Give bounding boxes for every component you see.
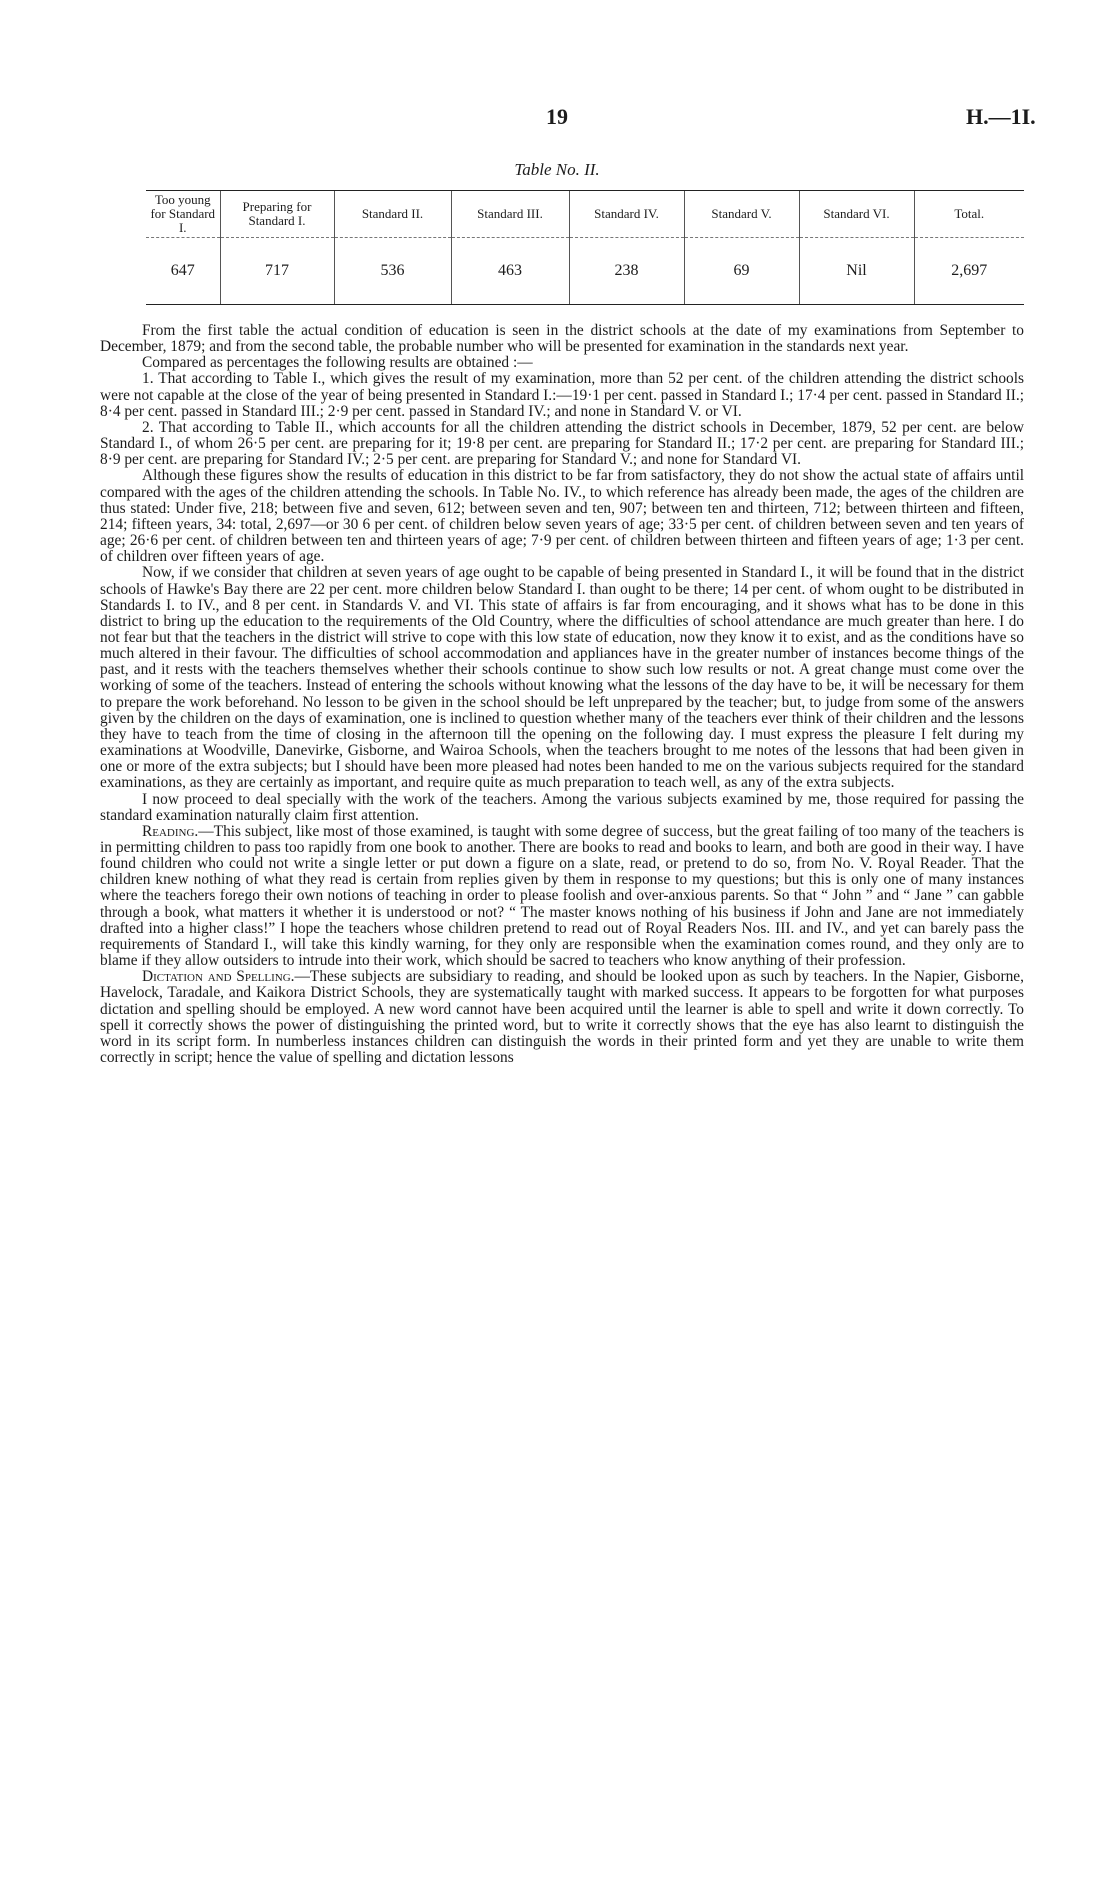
table-row bbox=[146, 238, 1024, 305]
table-cell: 647 bbox=[146, 238, 220, 305]
page-number: 19 bbox=[546, 104, 568, 129]
column-header: Standard IV. bbox=[569, 191, 684, 238]
table-header-row bbox=[146, 191, 1024, 238]
paragraph-reading bbox=[100, 824, 1024, 969]
table-cell: 536 bbox=[334, 238, 451, 305]
paragraph: I now proceed to deal specially with the work of the teachers. Among the various subjects examined by me, those required for passing the standard examination naturally claim first attention. bbox=[100, 790, 1024, 824]
table-cell: 238 bbox=[569, 238, 684, 305]
body-text bbox=[100, 323, 1024, 1066]
document-id: H.—1I. bbox=[966, 104, 1036, 129]
paragraph: Compared as percentages the following results are obtained :— bbox=[142, 354, 533, 372]
column-header: Standard III. bbox=[451, 191, 569, 238]
column-header: Preparing for Standard I. bbox=[220, 191, 334, 238]
paragraph: 1. That according to Table I., which gives the result of my examination, more than 52 per cent. of the children attending the district schools were not capable at the close of the year of being presented in Standard I.:—19·1 per cent. passed in Standard I.; 17·4 per cent. passed in Standard II.; 8·4 per cent. passed in Standard III.; 2·9 per cent. passed in Standard IV.; and none in Standard V. or VI. bbox=[100, 370, 1024, 420]
table-cell: 717 bbox=[220, 238, 334, 305]
column-header: Too young for Standard I. bbox=[146, 191, 220, 238]
paragraph-text: —This subject, like most of those examined, is taught with some degree of success, but the great failing of too many of the teachers is in permitting children to pass too rapidly from one book to another. There are books to read and books to learn, and both are good in their way. I have found children who could not write a single letter or put down a figure on a slate, read, or pretend to do so, from No. V. Royal Reader. That the children knew nothing of what they read is certain from replies given by them in response to my questions; but this is only one of many instances where the teachers forego their own notions of teaching in order to please foolish and over-anxious parents. So that “ John ” and “ Jane ” can gabble through a book, what matters it whether it is understood or not? “ The master knows nothing of his business if John and Jane are not immediately drafted into a higher class!” I hope the teachers whose children pretend to read out of Royal Readers Nos. III. and IV., and yet can barely pass the requirements of Standard I., will take this kindly warning, for they only are responsible when the examination comes round, and they only are to blame if they allow outsiders to intrude into their work, which should be sacred to teachers who know anything of their profession. bbox=[100, 822, 1024, 970]
section-heading-reading: Reading. bbox=[142, 822, 199, 840]
table-title: Table No. II. bbox=[514, 160, 600, 179]
table-cell: 2,697 bbox=[914, 238, 1024, 305]
column-header: Standard II. bbox=[334, 191, 451, 238]
column-header: Total. bbox=[914, 191, 1024, 238]
paragraph: From the first table the actual condition of education is seen in the district schools at the date of my examinations from September to December, 1879; and from the second table, the probable number who will be presented for examination in the standards next year. bbox=[100, 322, 1024, 356]
column-header: Standard VI. bbox=[799, 191, 914, 238]
standards-table bbox=[146, 190, 1024, 305]
section-heading-dictation: Dictation and Spelling. bbox=[142, 968, 295, 986]
table-cell: 463 bbox=[451, 238, 569, 305]
paragraph: 2. That according to Table II., which accounts for all the children attending the district schools in December, 1879, 52 per cent. are below Standard I., of whom 26·5 per cent. are preparing for it; 19·8 per cent. are preparing for Standard II.; 17·2 per cent. are preparing for Standard III.; 8·9 per cent. are preparing for Standard IV.; 2·5 per cent. are preparing for Standard V.; and none for Standard VI. bbox=[100, 418, 1024, 469]
table-cell: 69 bbox=[684, 238, 799, 305]
paragraph-text: —These subjects are subsidiary to reading, and should be looked upon as such by teachers. In the Napier, Gisborne, Havelock, Taradale, and Kaikora District Schools, they are systematically taught with marked success. It appears to be forgotten for what purposes dictation and spelling should be employed. A new word cannot have been acquired until the learner is able to spell and write it down correctly. To spell it correctly shows the power of distinguishing the printed word, but to write it correctly shows that the eye has also learnt to distinguish the word in its script form. In numberless instances children can distinguish the words in their printed form and yet they are unable to write them correctly in script; hence the value of spelling and dictation lessons bbox=[100, 968, 1024, 1067]
table-cell: Nil bbox=[799, 238, 914, 305]
paragraph-dictation bbox=[100, 969, 1024, 1066]
paragraph: Now, if we consider that children at seven years of age ought to be capable of being presented in Standard I., it will be found that in the district schools of Hawke's Bay there are 22 per cent. more children below Standard I. than ought to be there; 14 per cent. of whom ought to be distributed in Standards I. to IV., and 8 per cent. in Standards V. and VI. This state of affairs is far from encouraging, and it shows what has to be done in this district to bring up the education to the requirements of the Old Country, where the difficulties of school attendance are much greater than here. I do not fear but that the teachers in the district will strive to cope with this low state of education, now they know it to exist, and as the conditions have so much altered in their favour. The difficulties of school accommodation and appliances have in the greater number of instances become things of the past, and it rests with the teachers themselves whether their schools continue to show such low results or not. A great change must come over the working of some of the teachers. Instead of entering the schools without knowing what the lessons of the day have to be, it will be necessary for them to prepare the work beforehand. No lesson to be given in the school should be left unprepared by the teacher; but, to judge from some of the answers given by the children on the days of examination, one is inclined to question whether many of the teachers ever think of their children and the lessons they have to teach from the time of closing in the afternoon till the opening on the following day. I must express the pleasure I felt during my examinations at Woodville, Danevirke, Gisborne, and Wairoa Schools, when the teachers brought to me notes of the lessons that had been given in one or more of the extra subjects; but I should have been more pleased had notes been handed to me on the various subjects required for the standard examinations, as they are certainly as important, and require quite as much preparation to teach well, as any of the extra subjects. bbox=[100, 564, 1024, 792]
paragraph: Although these figures show the results of education in this district to be far from satisfactory, they do not show the actual state of affairs until compared with the ages of the children attending the schools. In Table No. IV., to which reference has already been made, the ages of the children are thus stated: Under five, 218; between five and seven, 612; between seven and ten, 907; between ten and thirteen, 712; between thirteen and fifteen, 214; fifteen years, 34: total, 2,697—or 30 6 per cent. of children below seven years of age; 33·5 per cent. of children between seven and ten years of age; 26·6 per cent. of children between ten and thirteen years of age; 7·9 per cent. of children between thirteen and fifteen years of age; 1·3 per cent. of children over fifteen years of age. bbox=[100, 467, 1024, 566]
column-header: Standard V. bbox=[684, 191, 799, 238]
